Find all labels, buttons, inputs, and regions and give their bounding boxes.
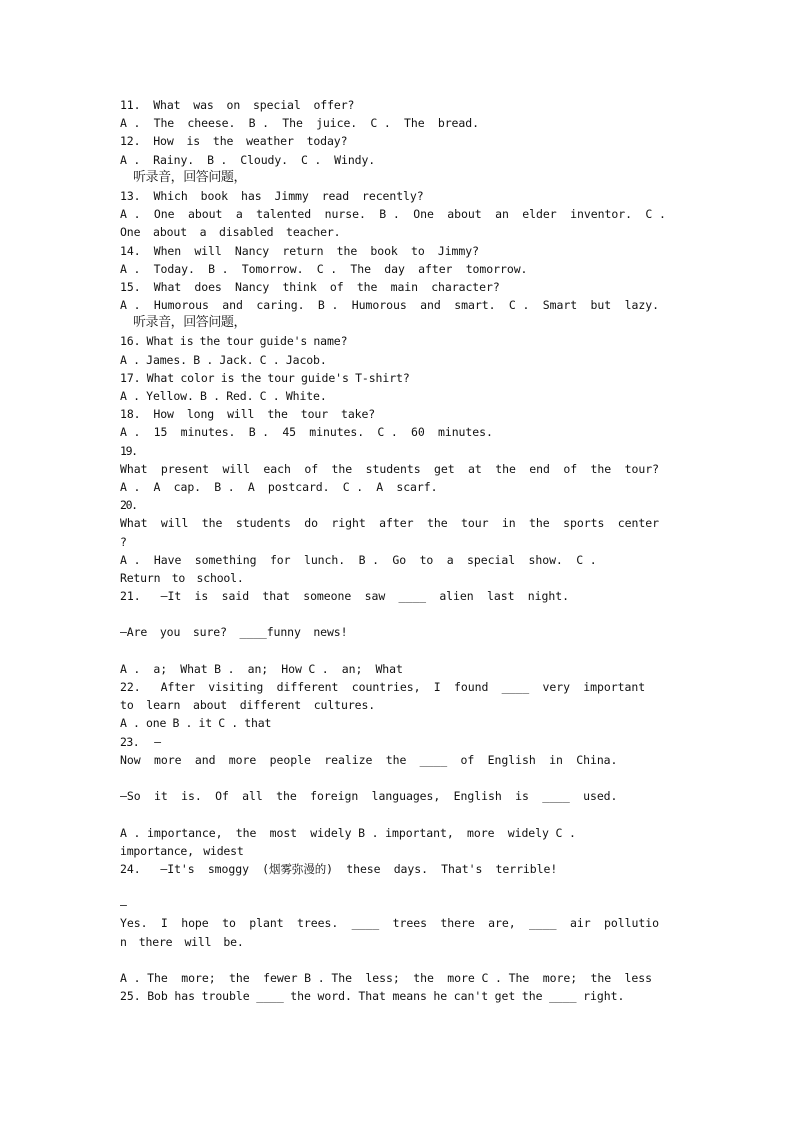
question-22-cont: to learn about different cultures. (120, 698, 376, 713)
options-18: A . 15 minutes. B . 45 minutes. C . 60 minutes. (120, 425, 493, 440)
options-16: A . James. B . Jack. C . Jacob. (120, 352, 327, 367)
section-instruction: 听录音，回答问题， (133, 169, 247, 185)
options-11: A . The cheese. B . The juice. C . The bread. (120, 116, 479, 131)
question-20-number: 20. (120, 498, 137, 513)
options-15: A . Humorous and caring. B . Humorous and smart. C . Smart but lazy. (120, 298, 659, 313)
options-21: A . a; What B . an; How C . an; What (120, 661, 403, 676)
question-25: 25. Bob has trouble ____ the word. That means he can't get the ____ right. (120, 989, 625, 1004)
question-12: 12. How is the weather today? (120, 134, 348, 149)
blank-line (120, 605, 680, 623)
question-24-dash: — (120, 898, 123, 913)
options-20: A . Have something for lunch. B . Go to a special show. C . (120, 552, 597, 567)
question-14: 14. When will Nancy return the book to Jimmy? (120, 243, 479, 258)
options-24: A . The more; the fewer B . The less; the more C . The more; the less (120, 971, 653, 985)
options-13-cont: One about a disabled teacher. (120, 225, 341, 240)
blank-line (120, 805, 680, 823)
blank-line (120, 769, 680, 787)
options-19: A . A cap. B . A postcard. C . A scarf. (120, 479, 438, 494)
question-23-number: 23. — (120, 734, 161, 749)
options-13: A . One about a talented nurse. B . One about an elder inventor. C . (120, 207, 666, 222)
question-19-number: 19. (120, 443, 137, 458)
question-21-reply: —Are you sure? ____funny news! (120, 625, 348, 640)
question-24-reply: Yes. I hope to plant trees. ____ trees there are, ____ air pollutio (120, 916, 659, 931)
options-14: A . Today. B . Tomorrow. C . The day after tomorrow. (120, 261, 528, 276)
options-23: A . importance, the most widely B . important, more widely C . (120, 825, 576, 840)
section-instruction: 听录音，回答问题， (133, 315, 247, 331)
question-17: 17. What color is the tour guide's T-shirt? (120, 370, 410, 385)
options-12: A . Rainy. B . Cloudy. C . Windy. (120, 152, 376, 167)
options-17: A . Yellow. B . Red. C . White. (120, 389, 327, 403)
question-18: 18. How long will the tour take? (120, 407, 376, 422)
blank-line (120, 642, 680, 660)
blank-line (120, 951, 680, 969)
question-23: Now more and more people realize the ____ of English in China. (120, 752, 618, 767)
blank-line (120, 878, 680, 896)
question-24: 24. —It's smoggy (烟雾弥漫的) these days. That's terrible! (120, 861, 558, 876)
question-24-reply-cont: n there will be. (120, 934, 244, 949)
options-23-cont: importance, widest (120, 843, 244, 858)
options-20-cont: Return to school. (120, 570, 244, 585)
options-22: A . one B . it C . that (120, 716, 272, 731)
question-11: 11. What was on special offer? (120, 98, 355, 112)
exam-page (120, 96, 680, 1005)
question-20-cont: ? (120, 534, 123, 549)
question-19: What present will each of the students get at the end of the tour? (120, 461, 659, 476)
question-23-reply: —So it is. Of all the foreign languages, English is ____ used. (120, 789, 618, 804)
question-16: 16. What is the tour guide's name? (120, 334, 348, 349)
question-22: 22. After visiting different countries, I found ____ very important (120, 680, 646, 694)
question-13: 13. Which book has Jimmy read recently? (120, 188, 424, 203)
question-15: 15. What does Nancy think of the main character? (120, 279, 500, 294)
question-20: What will the students do right after the tour in the sports center (120, 516, 659, 531)
question-21: 21. —It is said that someone saw ____ alien last night. (120, 589, 569, 604)
